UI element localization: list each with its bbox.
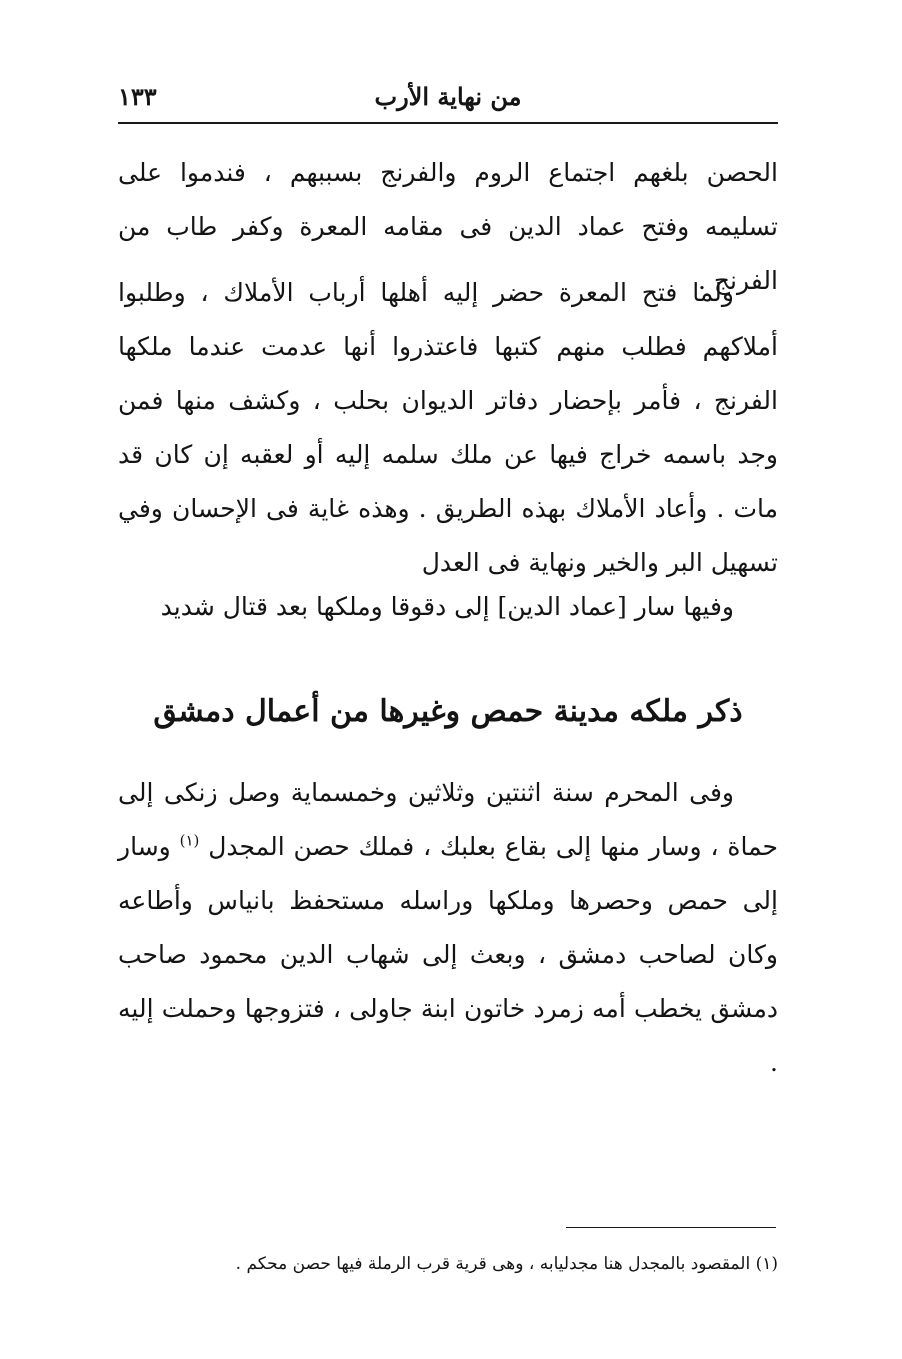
footnote-rule (566, 1227, 776, 1228)
paragraph-continuation: الحصن بلغهم اجتماع الروم والفرنج بسببهم ، فندموا على تسليمه وفتح عماد الدين فى مقامه المعرة وكفر طاب من الفرنج . (118, 158, 778, 295)
running-title: من نهاية الأرب (374, 82, 522, 111)
page-number: ١٣٣ (118, 82, 157, 111)
running-header (118, 78, 778, 118)
paragraph-maarra: ولما فتح المعرة حضر إليه أهلها أرباب الأملاك ، وطلبوا أملاكهم فطلب منهم كتبها فاعتذروا أنها عدمت عندما ملكها الفرنج ، فأمر بإحضار دفاتر الديوان بحلب ، وكشف منها فمن وجد باسمه خراج فيها عن ملك سلمه إليه أو لعقبه إن كان قد مات . وأعاد الأملاك بهذه الطريق . وهذه غاية فى الإحسان وفي تسهيل البر والخير ونهاية فى العدل (118, 278, 778, 577)
footnote (200, 1250, 778, 1278)
section-heading: ذكر ملكه مدينة حمص وغيرها من أعمال دمشق (153, 694, 743, 729)
paragraph-homs-part1: وفى المحرم سنة اثنتين وثلاثين وخمسماية وصل زنكى إلى حماة ، وسار منها إلى بقاع بعلبك ، فملك حصن المجدل (118, 778, 779, 861)
footnote-reference: (١) (179, 831, 200, 850)
footnote-marker: (١) (755, 1254, 778, 1274)
footnote-text: المقصود بالمجدل هنا مجدليابه ، وهى قرية قرب الرملة فيها حصن محكم . (235, 1254, 751, 1274)
header-rule (118, 122, 778, 124)
paragraph-daquqa: وفيها سار [عماد الدين] إلى دقوقا وملكها بعد قتال شديد (160, 592, 734, 621)
paragraph-homs (118, 766, 778, 1090)
paragraph-homs-part2: وسار إلى حمص وحصرها وملكها وراسله مستحفظ بانياس وأطاعه وكان لصاحب دمشق ، وبعث إلى شهاب الدين محمود صاحب دمشق يخطب أمه زمرد خاتون ابنة جاولى ، فتزوجها وحملت إليه . (118, 832, 778, 1077)
